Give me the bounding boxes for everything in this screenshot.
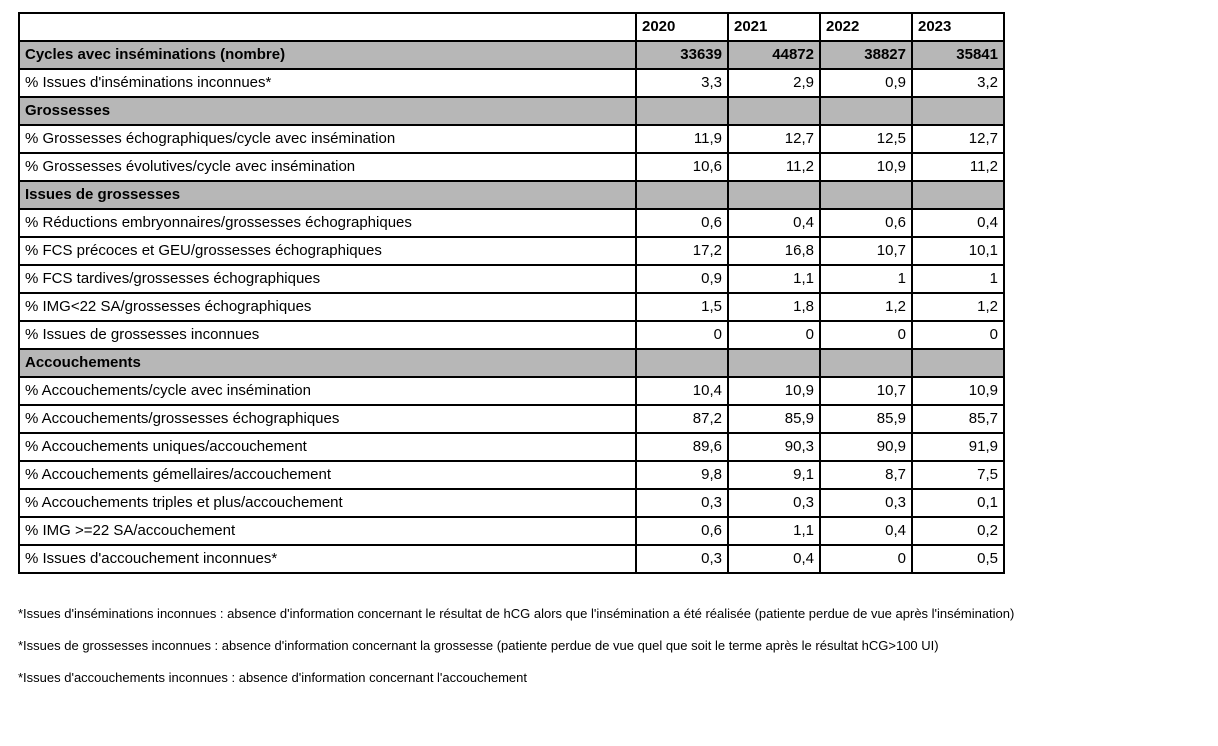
cell-value: 0 bbox=[728, 321, 820, 349]
cell-value: 0,9 bbox=[636, 265, 728, 293]
row-label: % Accouchements/cycle avec insémination bbox=[19, 377, 636, 405]
cell-value: 0,3 bbox=[636, 545, 728, 573]
cell-value: 0,9 bbox=[820, 69, 912, 97]
cell-value: 0,4 bbox=[912, 209, 1004, 237]
row-label: Grossesses bbox=[19, 97, 636, 125]
cell-value: 0 bbox=[820, 545, 912, 573]
year-header-2022: 2022 bbox=[820, 13, 912, 41]
cell-value: 44872 bbox=[728, 41, 820, 69]
cell-value: 0,1 bbox=[912, 489, 1004, 517]
cell-value: 90,9 bbox=[820, 433, 912, 461]
cell-value: 2,9 bbox=[728, 69, 820, 97]
cell-value bbox=[728, 349, 820, 377]
table-row bbox=[19, 293, 1004, 321]
row-label: % IMG >=22 SA/accouchement bbox=[19, 517, 636, 545]
cell-value: 1,1 bbox=[728, 517, 820, 545]
cell-value: 1,8 bbox=[728, 293, 820, 321]
cell-value: 3,2 bbox=[912, 69, 1004, 97]
cell-value: 0,3 bbox=[820, 489, 912, 517]
cell-value bbox=[820, 181, 912, 209]
cell-value: 0 bbox=[912, 321, 1004, 349]
cell-value bbox=[912, 97, 1004, 125]
footnote-inseminations: *Issues d'inséminations inconnues : absence d'information concernant le résultat de hCG alors que l'insémination a été réalisée (patiente perdue de vue après l'insémination) bbox=[18, 606, 1015, 621]
cell-value: 0,4 bbox=[820, 517, 912, 545]
row-label: Accouchements bbox=[19, 349, 636, 377]
table-row bbox=[19, 125, 1004, 153]
cell-value: 10,9 bbox=[728, 377, 820, 405]
cell-value: 1,2 bbox=[912, 293, 1004, 321]
year-header-row bbox=[19, 13, 1004, 41]
table-row bbox=[19, 265, 1004, 293]
table-row bbox=[19, 349, 1004, 377]
cell-value: 12,7 bbox=[728, 125, 820, 153]
table-row bbox=[19, 433, 1004, 461]
cell-value: 38827 bbox=[820, 41, 912, 69]
cell-value: 89,6 bbox=[636, 433, 728, 461]
cell-value bbox=[912, 349, 1004, 377]
cell-value: 3,3 bbox=[636, 69, 728, 97]
cell-value: 0,4 bbox=[728, 545, 820, 573]
table-row bbox=[19, 209, 1004, 237]
row-label: % FCS précoces et GEU/grossesses échographiques bbox=[19, 237, 636, 265]
table-row bbox=[19, 41, 1004, 69]
cell-value: 90,3 bbox=[728, 433, 820, 461]
table-row bbox=[19, 461, 1004, 489]
footnote-accouchements: *Issues d'accouchements inconnues : absence d'information concernant l'accouchement bbox=[18, 670, 527, 685]
cell-value: 0,6 bbox=[636, 517, 728, 545]
table-row bbox=[19, 377, 1004, 405]
cell-value: 0,2 bbox=[912, 517, 1004, 545]
table-row bbox=[19, 237, 1004, 265]
row-label: % IMG<22 SA/grossesses échographiques bbox=[19, 293, 636, 321]
cell-value: 0,3 bbox=[728, 489, 820, 517]
cell-value: 1,5 bbox=[636, 293, 728, 321]
cell-value bbox=[636, 181, 728, 209]
cell-value: 10,9 bbox=[912, 377, 1004, 405]
cell-value: 0 bbox=[820, 321, 912, 349]
cell-value bbox=[728, 97, 820, 125]
cell-value: 10,6 bbox=[636, 153, 728, 181]
row-label: % Issues d'inséminations inconnues* bbox=[19, 69, 636, 97]
table-row bbox=[19, 517, 1004, 545]
row-label: % Accouchements gémellaires/accouchement bbox=[19, 461, 636, 489]
row-label: Issues de grossesses bbox=[19, 181, 636, 209]
cell-value bbox=[912, 181, 1004, 209]
cell-value: 0,6 bbox=[636, 209, 728, 237]
cell-value: 9,1 bbox=[728, 461, 820, 489]
year-header-2020: 2020 bbox=[636, 13, 728, 41]
table-body bbox=[19, 41, 1004, 573]
table-row bbox=[19, 69, 1004, 97]
insemination-stats-table bbox=[18, 12, 1005, 574]
year-header-2023: 2023 bbox=[912, 13, 1004, 41]
table-row bbox=[19, 545, 1004, 573]
cell-value: 85,9 bbox=[820, 405, 912, 433]
cell-value: 0,3 bbox=[636, 489, 728, 517]
row-label: % Accouchements/grossesses échographiques bbox=[19, 405, 636, 433]
table-row bbox=[19, 181, 1004, 209]
cell-value: 11,2 bbox=[912, 153, 1004, 181]
cell-value: 0 bbox=[636, 321, 728, 349]
row-label: % Réductions embryonnaires/grossesses échographiques bbox=[19, 209, 636, 237]
cell-value: 1 bbox=[912, 265, 1004, 293]
cell-value: 0,5 bbox=[912, 545, 1004, 573]
row-label: % Issues de grossesses inconnues bbox=[19, 321, 636, 349]
row-label: Cycles avec inséminations (nombre) bbox=[19, 41, 636, 69]
table-row bbox=[19, 321, 1004, 349]
cell-value: 85,9 bbox=[728, 405, 820, 433]
cell-value: 10,1 bbox=[912, 237, 1004, 265]
table-row bbox=[19, 97, 1004, 125]
cell-value: 16,8 bbox=[728, 237, 820, 265]
cell-value: 8,7 bbox=[820, 461, 912, 489]
cell-value bbox=[728, 181, 820, 209]
table-row bbox=[19, 489, 1004, 517]
cell-value: 1,2 bbox=[820, 293, 912, 321]
row-label: % Accouchements triples et plus/accouchement bbox=[19, 489, 636, 517]
table-row bbox=[19, 153, 1004, 181]
row-label: % FCS tardives/grossesses échographiques bbox=[19, 265, 636, 293]
cell-value: 0,6 bbox=[820, 209, 912, 237]
cell-value: 91,9 bbox=[912, 433, 1004, 461]
cell-value: 12,7 bbox=[912, 125, 1004, 153]
cell-value: 1,1 bbox=[728, 265, 820, 293]
cell-value: 12,5 bbox=[820, 125, 912, 153]
cell-value: 1 bbox=[820, 265, 912, 293]
cell-value bbox=[820, 97, 912, 125]
cell-value: 33639 bbox=[636, 41, 728, 69]
footnotes-block bbox=[18, 605, 1203, 687]
row-label: % Issues d'accouchement inconnues* bbox=[19, 545, 636, 573]
cell-value: 87,2 bbox=[636, 405, 728, 433]
footnote-grossesses: *Issues de grossesses inconnues : absence d'information concernant la grossesse (patiente perdue de vue quel que soit le terme après le résultat hCG>100 UI) bbox=[18, 638, 939, 653]
cell-value: 10,7 bbox=[820, 237, 912, 265]
cell-value: 10,4 bbox=[636, 377, 728, 405]
cell-value: 35841 bbox=[912, 41, 1004, 69]
cell-value bbox=[820, 349, 912, 377]
row-label: % Grossesses évolutives/cycle avec insémination bbox=[19, 153, 636, 181]
corner-cell bbox=[19, 13, 636, 41]
table-row bbox=[19, 405, 1004, 433]
row-label: % Grossesses échographiques/cycle avec insémination bbox=[19, 125, 636, 153]
row-label: % Accouchements uniques/accouchement bbox=[19, 433, 636, 461]
cell-value: 0,4 bbox=[728, 209, 820, 237]
cell-value: 10,7 bbox=[820, 377, 912, 405]
cell-value bbox=[636, 349, 728, 377]
cell-value: 9,8 bbox=[636, 461, 728, 489]
cell-value: 85,7 bbox=[912, 405, 1004, 433]
cell-value: 7,5 bbox=[912, 461, 1004, 489]
cell-value bbox=[636, 97, 728, 125]
cell-value: 10,9 bbox=[820, 153, 912, 181]
cell-value: 11,9 bbox=[636, 125, 728, 153]
year-header-2021: 2021 bbox=[728, 13, 820, 41]
cell-value: 17,2 bbox=[636, 237, 728, 265]
cell-value: 11,2 bbox=[728, 153, 820, 181]
